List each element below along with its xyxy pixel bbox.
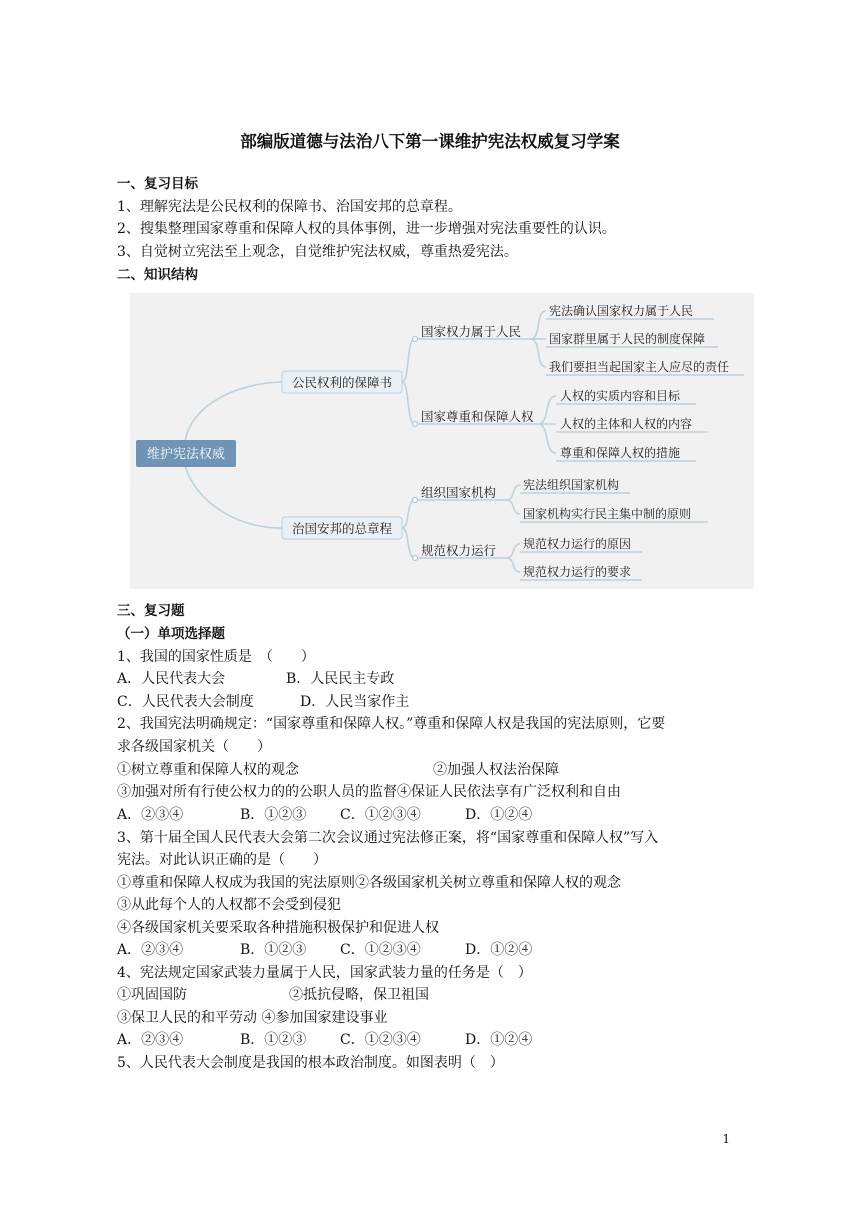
- connector-leaf1-3: [530, 339, 546, 367]
- question-3-option-c: C．①②③④: [340, 942, 421, 958]
- question-3-stem-line-1: 3、第十届全国人民代表大会第二次会议通过宪法修正案，将“国家尊重和保障人权”写入: [117, 830, 659, 846]
- section-heading-goals: 一、复习目标: [117, 176, 198, 192]
- question-2-statement-2: ②加强人权法治保障: [433, 762, 559, 778]
- section-heading-structure: 二、知识结构: [117, 267, 198, 283]
- goal-item-3: 3、自觉树立宪法至上观念，自觉维护宪法权威，尊重热爱宪法。: [117, 244, 518, 260]
- connector-branch2-sub4: [402, 528, 415, 558]
- knowledge-structure-mindmap: [130, 293, 754, 589]
- connector-leaf3-1: [506, 485, 520, 500]
- connector-leaf4-1: [506, 544, 520, 558]
- question-3-option-d: D．①②④: [465, 942, 533, 958]
- subsection-heading-single-choice: （一）单项选择题: [117, 626, 225, 642]
- branch-node-label-2: 治国安邦的总章程: [291, 521, 393, 536]
- question-4-stem: 4、宪法规定国家武装力量属于人民，国家武装力量的任务是（ ）: [117, 965, 532, 981]
- leaf-label-4-1: 规范权力运行的原因: [523, 537, 632, 551]
- question-3-option-b: B．①②③: [240, 942, 307, 958]
- leaf-label-3-2: 国家机构实行民主集中制的原则: [523, 507, 692, 521]
- question-2-option-b: B．①②③: [240, 807, 307, 823]
- question-2-stem-line-2: 求各级国家机关（ ）: [117, 739, 271, 755]
- leaf-label-3-1: 宪法组织国家机构: [523, 478, 620, 492]
- connector-branch1-sub1: [402, 339, 415, 382]
- goal-item-2: 2、搜集整理国家尊重和保障人权的具体事例，进一步增强对宪法重要性的认识。: [117, 221, 616, 237]
- connector-leaf4-2: [506, 558, 520, 572]
- junction-dot-sub4: [413, 556, 418, 561]
- root-node-label: 维护宪法权威: [146, 447, 226, 462]
- document-title: 部编版道德与法治八下第一课维护宪法权威复习学案: [240, 132, 620, 151]
- question-3-stem-line-2: 宪法。对此认识正确的是（ ）: [117, 852, 327, 868]
- leaf-label-4-2: 规范权力运行的要求: [523, 565, 632, 579]
- sub-node-label-4: 规范权力运行: [421, 543, 497, 558]
- question-1-option-d: D．人民当家作主: [300, 694, 410, 710]
- connector-branch1-sub2: [402, 382, 415, 424]
- question-2-option-a: A．②③④: [117, 807, 184, 823]
- question-2-statements-3-4: ③加强对所有行使公权力的的公职人员的监督④保证人民依法享有广泛权利和自由: [117, 784, 621, 800]
- question-3-option-a: A．②③④: [117, 942, 184, 958]
- question-1-option-c: C．人民代表大会制度: [117, 694, 254, 710]
- question-2-statement-1: ①树立尊重和保障人权的观念: [117, 762, 299, 778]
- question-1-option-a: A．人民代表大会: [117, 671, 226, 687]
- leaf-label-2-1: 人权的实质内容和目标: [560, 389, 681, 403]
- leaf-label-1-2: 国家群里属于人民的制度保障: [549, 332, 706, 346]
- question-3-statements-1-2: ①尊重和保障人权成为我国的宪法原则②各级国家机关树立尊重和保障人权的观念: [117, 875, 621, 891]
- section-heading-review: 三、复习题: [117, 603, 185, 619]
- goal-item-1: 1、理解宪法是公民权利的保障书、治国安邦的总章程。: [117, 199, 462, 215]
- connector-root-branch2: [185, 465, 282, 528]
- sub-node-label-2: 国家尊重和保障人权: [421, 409, 534, 424]
- connector-leaf1-1: [530, 311, 546, 339]
- connector-leaf2-3: [538, 424, 556, 453]
- question-1-option-b: B．人民民主专政: [286, 671, 395, 687]
- question-4-option-c: C．①②③④: [340, 1032, 421, 1048]
- question-3-statement-4: ④各级国家机关要采取各种措施积极保护和促进人权: [117, 920, 439, 936]
- question-3-statement-3: ③从此每个人的人权都不会受到侵犯: [117, 897, 341, 913]
- connector-branch2-sub3: [402, 500, 415, 528]
- question-2-stem-line-1: 2、我国宪法明确规定：“国家尊重和保障人权。”尊重和保障人权是我国的宪法原则，它要: [117, 716, 666, 732]
- question-4-statement-1: ①巩固国防: [117, 987, 187, 1003]
- connector-leaf2-1: [538, 396, 556, 424]
- leaf-label-1-1: 宪法确认国家权力属于人民: [549, 304, 694, 318]
- leaf-label-2-3: 尊重和保障人权的措施: [560, 446, 681, 460]
- junction-dot-sub3: [413, 498, 418, 503]
- question-2-option-d: D．①②④: [465, 807, 533, 823]
- leaf-label-2-2: 人权的主体和人权的内容: [560, 417, 693, 431]
- question-4-option-a: A．②③④: [117, 1032, 184, 1048]
- question-5-stem: 5、人民代表大会制度是我国的根本政治制度。如图表明（ ）: [117, 1055, 504, 1071]
- branch-node-label-1: 公民权利的保障书: [291, 375, 393, 390]
- leaf-label-1-3: 我们要担当起国家主人应尽的责任: [549, 360, 730, 374]
- question-4-statements-3-4: ③保卫人民的和平劳动 ④参加国家建设事业: [117, 1010, 388, 1026]
- junction-dot-sub2: [413, 422, 418, 427]
- question-1-stem: 1、我国的国家性质是 （ ）: [117, 649, 315, 665]
- page-number: 1: [722, 1132, 730, 1146]
- mindmap-svg: [130, 293, 754, 589]
- question-4-option-d: D．①②④: [465, 1032, 533, 1048]
- question-4-statement-2: ②抵抗侵略，保卫祖国: [289, 987, 429, 1003]
- question-2-option-c: C．①②③④: [340, 807, 421, 823]
- connector-root-branch1: [185, 382, 282, 443]
- sub-node-label-1: 国家权力属于人民: [421, 324, 522, 339]
- question-4-option-b: B．①②③: [240, 1032, 307, 1048]
- junction-dot-sub1: [413, 337, 418, 342]
- connector-leaf3-2: [506, 500, 520, 514]
- sub-node-label-3: 组织国家机构: [421, 485, 497, 500]
